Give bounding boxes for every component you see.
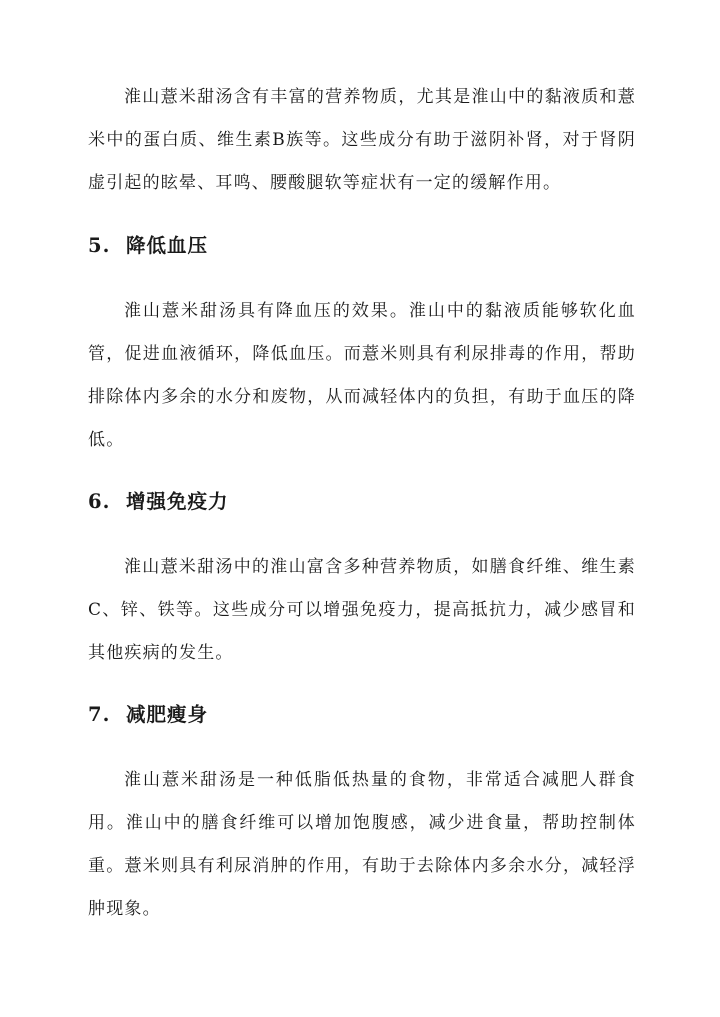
heading-number: 7. bbox=[88, 703, 111, 726]
heading-title: 增强免疫力 bbox=[126, 490, 229, 513]
heading-number: 5. bbox=[88, 234, 111, 257]
heading-lower-blood-pressure bbox=[88, 231, 636, 261]
heading-weight-loss bbox=[88, 700, 636, 730]
heading-title: 降低血压 bbox=[126, 234, 209, 257]
paragraph-lower-blood-pressure: 淮山薏米甜汤具有降血压的效果。淮山中的黏液质能够软化血管，促进血液循环，降低血压。而薏米则具有利尿排毒的作用，帮助排除体内多余的水分和废物，从而减轻体内的负担，有助于血压的降低。 bbox=[88, 301, 636, 450]
paragraph-immunity: 淮山薏米甜汤中的淮山富含多种营养物质，如膳食纤维、维生素C、锌、铁等。这些成分可以增强免疫力，提高抵抗力，减少感冒和其他疾病的发生。 bbox=[88, 557, 636, 663]
heading-immunity bbox=[88, 487, 636, 517]
paragraph-weight-loss: 淮山薏米甜汤是一种低脂低热量的食物，非常适合减肥人群食用。淮山中的膳食纤维可以增加饱腹感，减少进食量，帮助控制体重。薏米则具有利尿消肿的作用，有助于去除体内多余水分，减轻浮肿现象。 bbox=[88, 770, 636, 919]
paragraph-kidney: 淮山薏米甜汤含有丰富的营养物质，尤其是淮山中的黏液质和薏米中的蛋白质、维生素B族等。这些成分有助于滋阴补肾，对于肾阴虚引起的眩晕、耳鸣、腰酸腿软等症状有一定的缓解作用。 bbox=[88, 87, 636, 193]
heading-title: 减肥瘦身 bbox=[126, 703, 209, 726]
heading-number: 6. bbox=[88, 490, 111, 513]
